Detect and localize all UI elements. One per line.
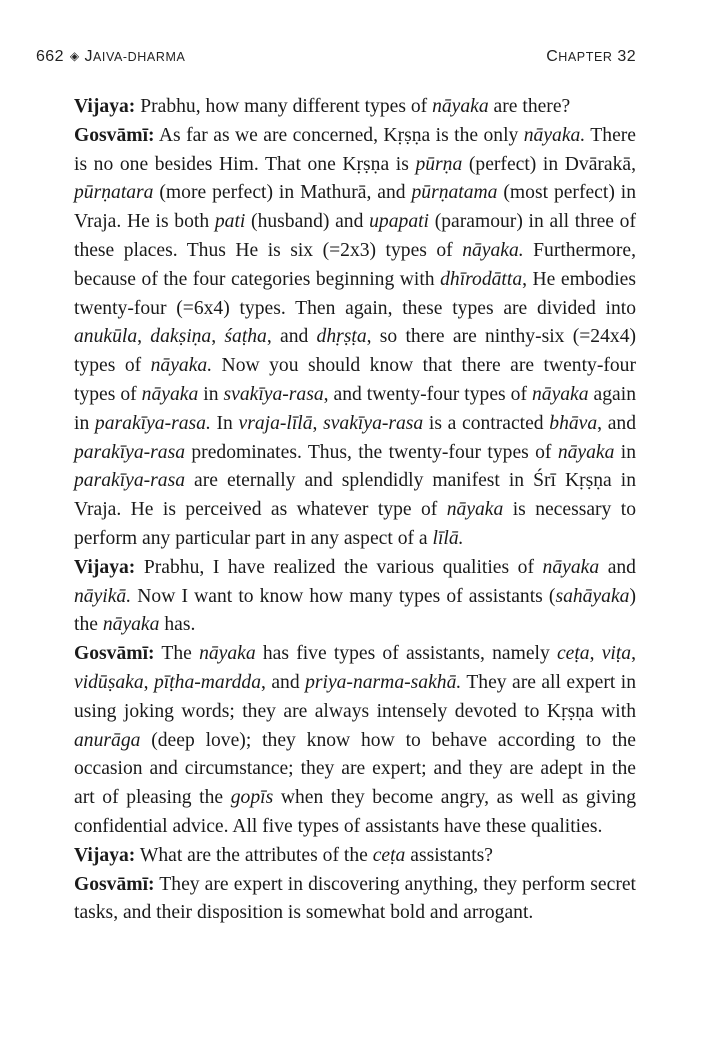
italic-term: nāyaka (199, 643, 256, 665)
italic-term: nāyaka (542, 556, 600, 578)
dialogue-paragraph (74, 554, 636, 640)
italic-term: pūrṇa (415, 153, 463, 175)
italic-term: ceṭa (372, 844, 406, 866)
italic-term: pīṭha-mardda (153, 671, 262, 693)
text-segment: again in (74, 383, 636, 434)
page-number: 662 (36, 48, 64, 65)
running-head-left (36, 48, 185, 66)
text-segment: is a contracted (423, 412, 550, 434)
text-segment: , He embodies twenty-four (=6x4) types. Then again, these types are divided into (74, 268, 636, 319)
italic-term: gopīs (230, 787, 274, 809)
italic-term: parakīya-rasa. (94, 412, 211, 434)
italic-term: priya-narma-sakhā. (305, 671, 462, 693)
running-head (36, 48, 636, 72)
diamond-ornament-icon: ◈ (69, 49, 80, 63)
speaker-name: Vijaya: (74, 844, 136, 866)
italic-term: nāyaka (531, 383, 589, 405)
chapter-number: 32 (617, 48, 636, 65)
text-segment: predominates. Thus, the twenty-four types of (185, 441, 558, 463)
dialogue-paragraph (74, 842, 636, 871)
text-segment: (perfect) in Dvārakā, (462, 153, 636, 175)
text-segment: (paramour) in all three of these places. Thus He is six (=2x3) types of (74, 211, 637, 261)
speaker-name: Gosvāmī: (74, 124, 155, 146)
italic-term: nāyaka (446, 499, 504, 521)
italic-term: svakīya-rasa (323, 412, 424, 434)
text-segment: , and (261, 671, 306, 693)
text-segment: There is no one besides Him. That one Kṛṣṇa is (74, 124, 636, 175)
italic-term: vraja-līlā (238, 412, 313, 434)
italic-term: ceṭa (556, 643, 590, 665)
text-segment: (most perfect) in Vraja. He is both (74, 182, 636, 233)
text-segment: has. (159, 614, 196, 636)
italic-term: pūrṇatama (411, 182, 498, 204)
text-segment: , and (597, 412, 637, 434)
text-segment: , so there are ninthy-six (=24x4) types of (74, 326, 637, 377)
text-segment: in (198, 383, 224, 405)
italic-term: anukūla (74, 326, 138, 348)
page-body (74, 93, 636, 928)
italic-term: anurāga (74, 729, 141, 751)
book-title-initial: J (84, 48, 93, 65)
speaker-name: Vijaya: (74, 96, 136, 117)
italic-term: viṭa (601, 643, 632, 665)
text-segment: ) the (74, 585, 636, 636)
italic-term: upapati (369, 211, 429, 233)
text-segment: , and twenty-four types of (323, 383, 532, 405)
text-segment: , (631, 643, 637, 665)
text-segment: Prabhu, I have realized the various qualities of (135, 556, 543, 578)
text-segment: , and (266, 326, 317, 348)
italic-term: nāyaka (557, 441, 615, 463)
text-segment: (deep love); they know how to behave according to the occasion and circumstance; they are expert; and they are adept in the art of pleasing the (74, 729, 636, 809)
text-segment: The (154, 643, 200, 665)
speaker-name: Vijaya: (74, 556, 136, 578)
text-segment: , (137, 326, 151, 348)
text-segment: (husband) and (245, 211, 370, 233)
book-title-rest: AIVA-DHARMA (92, 50, 186, 64)
text-segment: Furthermore, because of the four categories beginning with (74, 239, 636, 290)
italic-term: dhīrodātta (440, 268, 523, 290)
italic-term: nāyaka. (462, 239, 524, 261)
italic-term: dhṛṣṭa (316, 326, 367, 348)
text-segment: , (211, 326, 225, 348)
text-segment: Prabhu, how many different types of (135, 96, 433, 117)
running-head-right (546, 48, 636, 66)
text-segment: What are the attributes of the (135, 844, 373, 866)
italic-term: nāyikā. (74, 585, 132, 607)
italic-term: nāyaka. (150, 355, 213, 377)
italic-term: pūrṇatara (74, 182, 154, 204)
italic-term: parakīya-rasa (74, 470, 186, 492)
italic-term: vidūṣaka (74, 671, 144, 693)
text-segment: are eternally and splendidly manifest in Śrī Kṛṣṇa in Vraja. He is perceived as whatever type of (74, 470, 636, 521)
dialogue-paragraph (74, 122, 636, 554)
speaker-name: Gosvāmī: (74, 873, 155, 895)
text-segment: Now I want to know how many types of assistants ( (131, 585, 556, 607)
italic-term: nāyaka. (523, 124, 586, 146)
text-segment: , (312, 412, 324, 434)
italic-term: nāyaka (141, 383, 199, 405)
text-segment: , (589, 643, 602, 665)
text-segment: As far as we are concerned, Kṛṣṇa is the only (154, 124, 524, 146)
dialogue-paragraph (74, 640, 636, 842)
text-segment: assistants? (405, 844, 493, 866)
chapter-label-rest: HAPTER (558, 50, 613, 64)
chapter-initial: C (546, 48, 559, 65)
dialogue-paragraph (74, 93, 636, 122)
italic-term: sahāyaka (555, 585, 630, 607)
text-segment: (more perfect) in Mathurā, and (153, 182, 412, 204)
italic-term: svakīya-rasa (223, 383, 324, 405)
text-segment: and (599, 556, 636, 578)
text-segment: , (143, 671, 154, 693)
italic-term: śaṭha (224, 326, 267, 348)
dialogue-paragraph (74, 871, 636, 929)
text-segment: Now you should know that there are twenty-four types of (74, 355, 636, 405)
text-segment: are there? (488, 96, 571, 117)
text-segment: in (614, 441, 637, 463)
italic-term: nāyaka (432, 96, 489, 117)
text-segment: In (210, 412, 239, 434)
italic-term: parakīya-rasa (74, 441, 186, 463)
italic-term: nāyaka (102, 614, 160, 636)
italic-term: pati (214, 211, 246, 233)
speaker-name: Gosvāmī: (74, 643, 155, 665)
text-segment: is necessary to perform any particular part in any aspect of a (74, 499, 636, 549)
italic-term: līlā. (432, 527, 464, 549)
text-segment: when they become angry, as well as giving confidential advice. All five types of assistants have these qualities. (74, 787, 636, 837)
italic-term: dakṣiṇa (150, 326, 212, 348)
text-segment: has five types of assistants, namely (255, 643, 557, 665)
text-segment: They are all expert in using joking words; they are always intensely devoted to Kṛṣṇa with (74, 671, 636, 722)
text-segment: They are expert in discovering anything, they perform secret tasks, and their disposition is somewhat bold and arrogant. (74, 873, 636, 924)
italic-term: bhāva (549, 412, 598, 434)
